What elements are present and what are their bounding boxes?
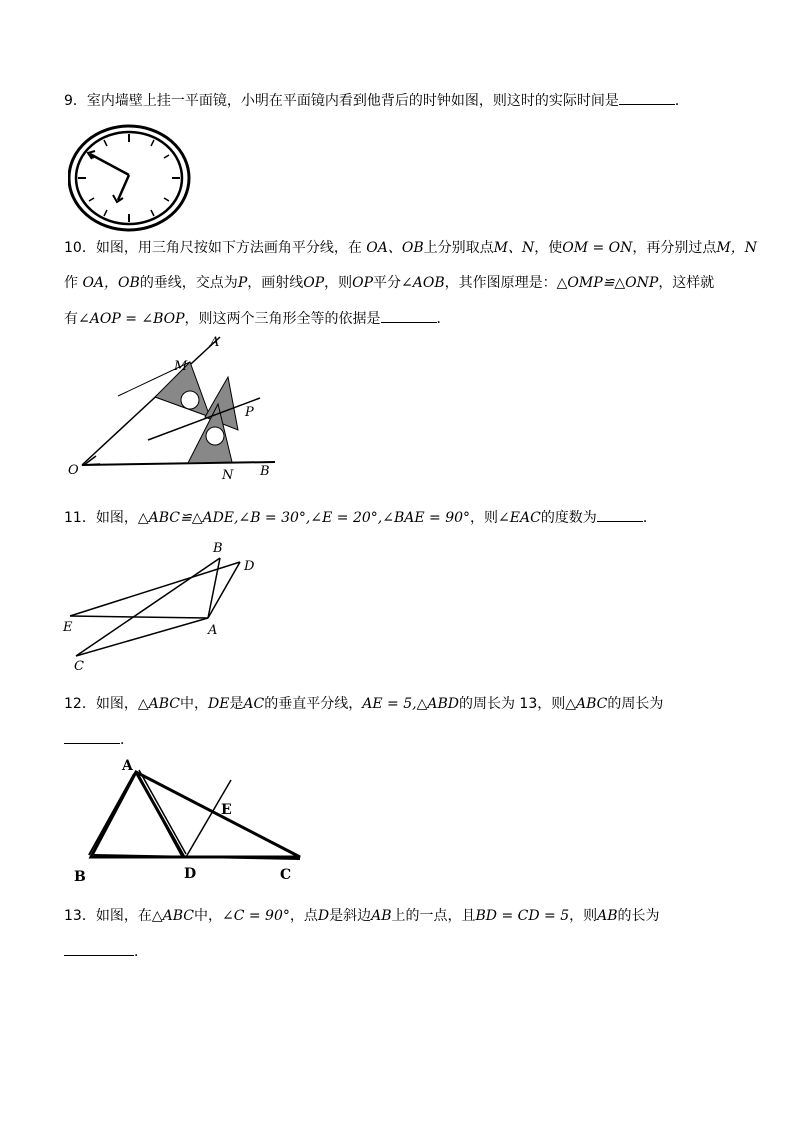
answer-blank[interactable] [64, 729, 120, 744]
label-E: E [63, 620, 73, 635]
answer-blank[interactable] [597, 507, 643, 522]
question-13-text: 13．如图，在△ABC中，∠C = 90°，点D是斜边AB上的一点，且BD = CD = 5，则AB的长为 [64, 908, 660, 924]
label-B: B [74, 869, 86, 885]
angle-bisector-figure [60, 332, 290, 482]
congruent-triangles-figure [58, 538, 268, 673]
label-M: M [174, 359, 188, 374]
label-A: A [210, 335, 220, 350]
label-B: B [213, 541, 223, 556]
answer-blank[interactable] [64, 941, 134, 956]
question-10-line-3: 有∠AOP = ∠BOP，则这两个三角形全等的依据是 ． [64, 308, 451, 329]
perpendicular-bisector-figure [66, 752, 306, 887]
label-D: D [184, 866, 197, 882]
label-B: B [260, 464, 270, 479]
label-A: A [122, 758, 133, 774]
label-P: P [245, 405, 254, 420]
label-N: N [222, 468, 234, 482]
label-A: A [208, 623, 218, 638]
label-E: E [221, 802, 232, 818]
label-C: C [74, 659, 84, 673]
question-10-line-1: 10．如图，用三角尺按如下方法画角平分线，在 OA、OB上分别取点M、N，使OM = ON，再分别过点M，N [64, 240, 757, 256]
answer-blank[interactable] [619, 90, 675, 105]
label-C: C [280, 867, 292, 883]
label-D: D [244, 559, 255, 574]
question-12-line-2: ． [64, 729, 134, 750]
label-O: O [68, 463, 79, 478]
clock-figure [68, 122, 194, 232]
question-9-text: 9．室内墙壁上挂一平面镜，小明在平面镜内看到他背后的时钟如图，则这时的实际时间是 ． [64, 90, 689, 111]
question-12-text: 12．如图，△ABC中，DE是AC的垂直平分线，AE = 5,△ABD的周长为 13，则△ABC的周长为 [64, 696, 664, 712]
question-11-text: 11．如图，△ABC≌△ADE,∠B = 30°,∠E = 20°,∠BAE = 90°，则∠EAC的度数为 ． [64, 507, 657, 528]
answer-blank[interactable] [381, 308, 437, 323]
question-10-line-2: 作 OA，OB的垂线，交点为P，画射线OP，则OP平分∠AOB，其作图原理是：△OMP≌△ONP，这样就 [64, 275, 715, 291]
question-13-line-2: ． [64, 941, 148, 962]
